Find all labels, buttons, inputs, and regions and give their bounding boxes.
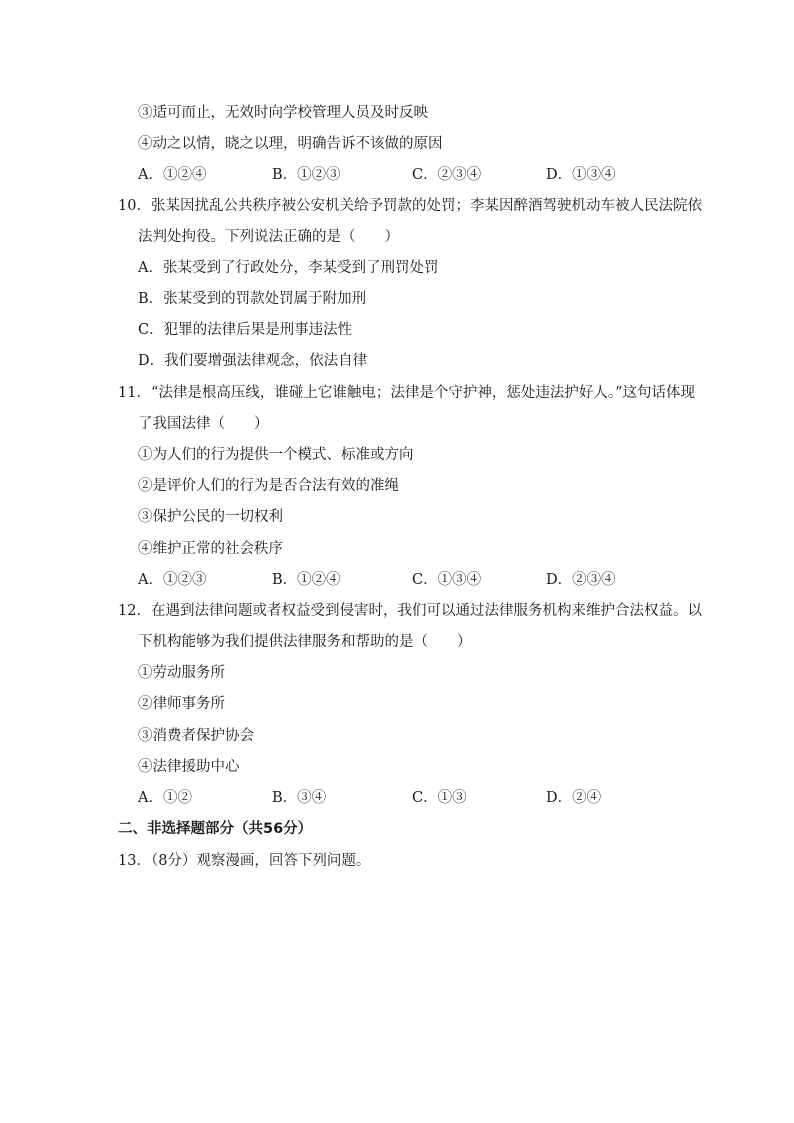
q11-option-c: C．①③④ xyxy=(412,572,482,588)
q12-option-c: C．①③ xyxy=(412,790,467,806)
q10-option-d: D．我们要增强法律观念，依法自律 xyxy=(138,353,368,369)
q11-item-4: ④维护正常的社会秩序 xyxy=(138,541,283,557)
q9-item-4: ④动之以情，晓之以理，明确告诉不该做的原因 xyxy=(138,136,443,152)
q11-option-b: B．①②④ xyxy=(272,572,341,588)
q12-item-4: ④法律援助中心 xyxy=(138,759,240,775)
q11-option-a: A．①②③ xyxy=(138,572,207,588)
q11-stem-line-1: 11．“法律是根高压线，谁碰上它谁触电；法律是个守护神，惩处违法护好人。”这句话体现 xyxy=(118,385,696,401)
q9-option-a: A．①②④ xyxy=(138,167,207,183)
q11-item-3: ③保护公民的一切权利 xyxy=(138,509,283,525)
q13-stem: 13．（8分）观察漫画，回答下列问题。 xyxy=(118,853,371,869)
q10-option-b: B．张某受到的罚款处罚属于附加刑 xyxy=(138,291,367,307)
section-heading: 二、非选择题部分（共56分） xyxy=(118,821,313,837)
q11-item-1: ①为人们的行为提供一个模式、标准或方向 xyxy=(138,447,414,463)
q12-option-a: A．①② xyxy=(138,790,192,806)
q9-option-b: B．①②③ xyxy=(272,167,341,183)
q9-option-d: D．①③④ xyxy=(546,167,616,183)
q11-stem-line-2: 了我国法律（ ） xyxy=(138,416,269,432)
q11-item-2: ②是评价人们的行为是否合法有效的准绳 xyxy=(138,478,399,494)
q12-item-3: ③消费者保护协会 xyxy=(138,728,254,744)
q10-stem-line-2: 法判处拘役。下列说法正确的是（ ） xyxy=(138,229,399,245)
q12-item-2: ②律师事务所 xyxy=(138,696,225,712)
q12-option-b: B．③④ xyxy=(272,790,327,806)
q12-option-d: D．②④ xyxy=(546,790,602,806)
q10-stem-line-1: 10．张某因扰乱公共秩序被公安机关给予罚款的处罚；李某因醉酒驾驶机动车被人民法院依 xyxy=(118,198,702,214)
q12-stem-line-2: 下机构能够为我们提供法律服务和帮助的是（ ） xyxy=(138,634,472,650)
q10-option-c: C．犯罪的法律后果是刑事违法性 xyxy=(138,322,353,338)
q11-option-d: D．②③④ xyxy=(546,572,616,588)
q12-stem-line-1: 12．在遇到法律问题或者权益受到侵害时，我们可以通过法律服务机构来维护合法权益。以 xyxy=(118,603,702,619)
q9-option-c: C．②③④ xyxy=(412,167,482,183)
q12-item-1: ①劳动服务所 xyxy=(138,665,225,681)
q9-item-3: ③适可而止，无效时向学校管理人员及时反映 xyxy=(138,105,428,121)
q10-option-a: A．张某受到了行政处分，李某受到了刑罚处罚 xyxy=(138,260,439,276)
